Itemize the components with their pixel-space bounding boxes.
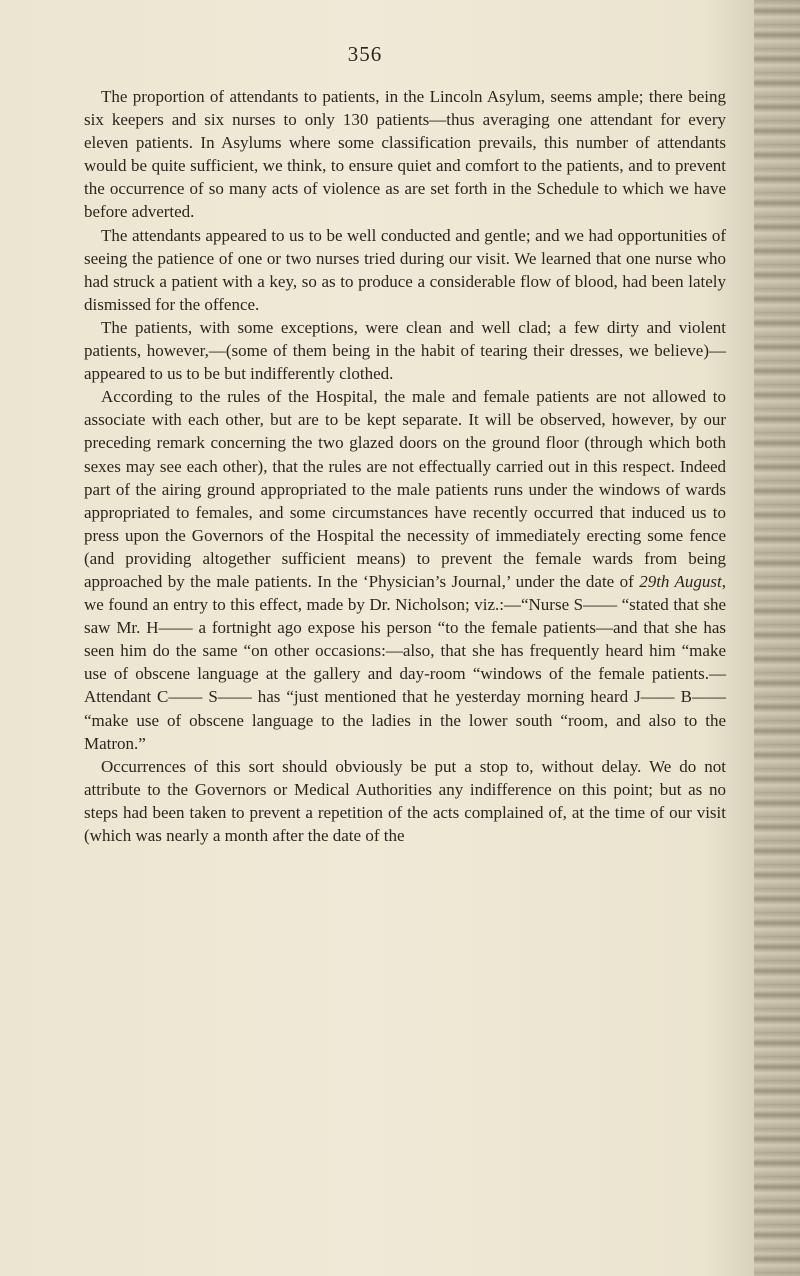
body-text [84,85,726,847]
paragraph-attendants-proportion: The proportion of attendants to patients, in the Lincoln Asylum, seems ample; there being six keepers and six nurses to only 130 patients—thus averaging one attendant for every eleven patients. In Asylums where some classification prevails, this number of attendants would be quite sufficient, we think, to ensure quiet and comfort to the patients, and to prevent the occurrence of so many acts of violence as are set forth in the Schedule to which we have before adverted. [84,87,726,222]
page-number: 356 [347,42,383,66]
paragraph-text-before-date: According to the rules of the Hospital, the male and female patients are not allowed to associate with each other, but are to be kept separate. It will be observed, however, by our preceding remark concerning the two glazed doors on the ground floor (through which both sexes may see each other), that the rules are not effectually carried out in this respect. Indeed part of the airing ground appropriated to the male patients runs under the windows of wards appropriated to females, and some circumstances have recently occurred that induced us to press upon the Governors of the Hospital the necessity of immediately erecting some fence (and providing altogether sufficient means) to prevent the female wards from being approached by the male patients. In the ‘Physician’s Journal,’ under the date of [84,387,726,591]
paragraph-occurrences: Occurrences of this sort should obviously be put a stop to, without delay. We do not attribute to the Governors or Medical Authorities any indifference on this point; but as no steps had been taken to prevent a repetition of the acts complained of, at the time of our visit (which was nearly a month after the date of the [84,756,726,845]
paragraph-patients-clothing: The patients, with some exceptions, were clean and well clad; a few dirty and violent patients, however,—(some of them being in the habit of tearing their dresses, we believe)—appeared to us to be but indifferently clothed. [84,317,726,384]
paragraph-attendants-conduct: The attendants appeared to us to be well conducted and gentle; and we had opportunities of seeing the patience of one or two nurses tried during our visit. We learned that one nurse who had struck a patient with a key, so as to produce a considerable flow of blood, had been lately dismissed for the offence. [84,225,726,314]
paragraph-separation-rules [84,385,726,755]
page-edge-shadow [754,0,800,1276]
paragraph-text-after-date: , we found an entry to this effect, made by Dr. Nicholson; viz.:—“Nurse S—— “stated that she saw Mr. H—— a fortnight ago expose his person “to the female patients—and that she has seen him do the same “on other occasions:—also, that she has frequently heard him “make use of obscene language at the gallery and day-room “windows of the female patients.—Attendant C—— S—— has “just mentioned that he yesterday morning heard J—— B—— “make use of obscene language to the ladies in the lower south “room, and also to the Matron.” [84,571,726,753]
journal-date: 29th August [639,571,722,591]
